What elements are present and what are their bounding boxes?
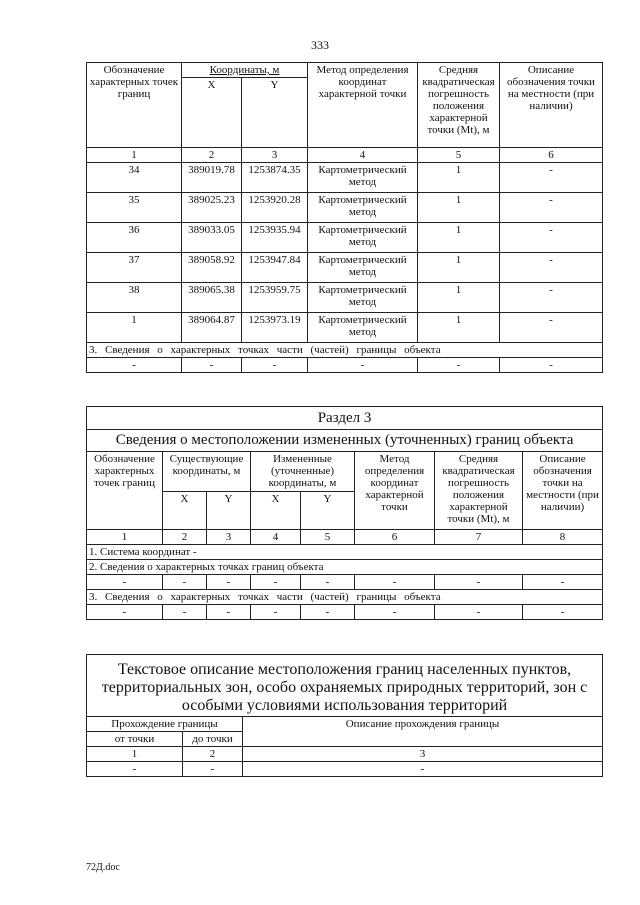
header-error: Средняя квадратическая погрешность положения характерной точки (Mt), м	[418, 63, 500, 148]
header-y: Y	[242, 78, 308, 148]
header-changed: Измененные (уточненные) координаты, м	[251, 452, 355, 492]
y-cell: 1253874.35	[242, 163, 308, 193]
dash-cell: -	[301, 605, 355, 620]
header-y: Y	[207, 492, 251, 530]
coord-system: 1. Система координат -	[87, 545, 603, 560]
dash-cell: -	[355, 605, 435, 620]
x-cell: 389019.78	[182, 163, 242, 193]
section3-title: 3. Сведения о характерных точках части (частей) границы объекта	[87, 590, 603, 605]
header-coordinates: Координаты, м	[182, 63, 308, 78]
y-cell: 1253959.75	[242, 283, 308, 313]
dash-cell: -	[87, 575, 163, 590]
desc-cell: -	[500, 253, 603, 283]
table-row	[87, 163, 603, 193]
header-passage: Прохождение границы	[87, 717, 243, 732]
header-existing: Существующие координаты, м	[163, 452, 251, 492]
col-number: 2	[163, 530, 207, 545]
dash-cell: -	[183, 762, 243, 777]
method-cell: Картометрический метод	[308, 223, 418, 253]
col-number: 7	[435, 530, 523, 545]
table-title: Текстовое описание местоположения границ населенных пунктов, территориальных зон, особо охраняемых природных территорий, зон с особыми условиями использования территорий	[87, 655, 603, 717]
col-number: 4	[251, 530, 301, 545]
method-cell: Картометрический метод	[308, 313, 418, 343]
col-number: 1	[87, 747, 183, 762]
table-row	[87, 358, 603, 373]
point-cell: 34	[87, 163, 182, 193]
dash-cell: -	[207, 575, 251, 590]
dash-cell: -	[87, 762, 183, 777]
header-x: X	[251, 492, 301, 530]
error-cell: 1	[418, 163, 500, 193]
dash-cell: -	[207, 605, 251, 620]
col-number: 3	[242, 148, 308, 163]
y-cell: 1253920.28	[242, 193, 308, 223]
desc-cell: -	[500, 193, 603, 223]
table-row	[87, 283, 603, 313]
dash-cell: -	[243, 762, 603, 777]
table-row	[87, 193, 603, 223]
point-cell: 1	[87, 313, 182, 343]
x-cell: 389025.23	[182, 193, 242, 223]
header-method: Метод определения координат характерной точки	[308, 63, 418, 148]
table-row	[87, 575, 603, 590]
col-number: 1	[87, 148, 182, 163]
footer-filename: 72Д.doc	[86, 862, 120, 873]
y-cell: 1253935.94	[242, 223, 308, 253]
section2-title: 2. Сведения о характерных точках границ объекта	[87, 560, 603, 575]
col-number: 4	[308, 148, 418, 163]
desc-cell: -	[500, 163, 603, 193]
error-cell: 1	[418, 193, 500, 223]
dash-cell: -	[418, 358, 500, 373]
table-row	[87, 313, 603, 343]
point-cell: 35	[87, 193, 182, 223]
dash-cell: -	[523, 605, 603, 620]
point-cell: 36	[87, 223, 182, 253]
table-coordinates	[86, 62, 603, 373]
col-number: 5	[418, 148, 500, 163]
point-cell: 38	[87, 283, 182, 313]
table-text-description	[86, 654, 603, 777]
table-title: Сведения о местоположении измененных (уточненных) границ объекта	[87, 430, 603, 452]
error-cell: 1	[418, 253, 500, 283]
x-cell: 389058.92	[182, 253, 242, 283]
desc-cell: -	[500, 223, 603, 253]
dash-cell: -	[523, 575, 603, 590]
section-title: Раздел 3	[87, 407, 603, 430]
error-cell: 1	[418, 283, 500, 313]
col-number: 8	[523, 530, 603, 545]
header-error: Средняя квадратическая погрешность положения характерной точки (Mt), м	[435, 452, 523, 530]
method-cell: Картометрический метод	[308, 283, 418, 313]
dash-cell: -	[87, 605, 163, 620]
table-row	[87, 223, 603, 253]
header-description: Описание прохождения границы	[243, 717, 603, 747]
x-cell: 389065.38	[182, 283, 242, 313]
col-number: 3	[207, 530, 251, 545]
col-number: 2	[183, 747, 243, 762]
method-cell: Картометрический метод	[308, 163, 418, 193]
x-cell: 389064.87	[182, 313, 242, 343]
section3-title: 3. Сведения о характерных точках части (частей) границы объекта	[87, 343, 603, 358]
header-designation: Обозначение характерных точек границ	[87, 63, 182, 148]
error-cell: 1	[418, 223, 500, 253]
header-designation: Обозначение характерных точек границ	[87, 452, 163, 530]
dash-cell: -	[242, 358, 308, 373]
dash-cell: -	[163, 605, 207, 620]
point-cell: 37	[87, 253, 182, 283]
dash-cell: -	[301, 575, 355, 590]
header-method: Метод определения координат характерной точки	[355, 452, 435, 530]
header-description: Описание обозначения точки на местности (при наличии)	[523, 452, 603, 530]
table-row	[87, 762, 603, 777]
method-cell: Картометрический метод	[308, 253, 418, 283]
table-row	[87, 253, 603, 283]
error-cell: 1	[418, 313, 500, 343]
desc-cell: -	[500, 283, 603, 313]
dash-cell: -	[182, 358, 242, 373]
y-cell: 1253973.19	[242, 313, 308, 343]
method-cell: Картометрический метод	[308, 193, 418, 223]
dash-cell: -	[435, 575, 523, 590]
dash-cell: -	[435, 605, 523, 620]
table-row	[87, 605, 603, 620]
col-number: 2	[182, 148, 242, 163]
desc-cell: -	[500, 313, 603, 343]
header-from-point: от точки	[87, 732, 183, 747]
x-cell: 389033.05	[182, 223, 242, 253]
col-number: 3	[243, 747, 603, 762]
header-x: X	[163, 492, 207, 530]
dash-cell: -	[355, 575, 435, 590]
dash-cell: -	[500, 358, 603, 373]
header-to-point: до точки	[183, 732, 243, 747]
dash-cell: -	[251, 605, 301, 620]
col-number: 6	[355, 530, 435, 545]
y-cell: 1253947.84	[242, 253, 308, 283]
page-number: 333	[311, 38, 329, 52]
header-y: Y	[301, 492, 355, 530]
col-number: 6	[500, 148, 603, 163]
dash-cell: -	[308, 358, 418, 373]
dash-cell: -	[163, 575, 207, 590]
col-number: 1	[87, 530, 163, 545]
dash-cell: -	[251, 575, 301, 590]
table-changed-borders	[86, 406, 603, 620]
header-description: Описание обозначения точки на местности (при наличии)	[500, 63, 603, 148]
header-x: X	[182, 78, 242, 148]
col-number: 5	[301, 530, 355, 545]
dash-cell: -	[87, 358, 182, 373]
